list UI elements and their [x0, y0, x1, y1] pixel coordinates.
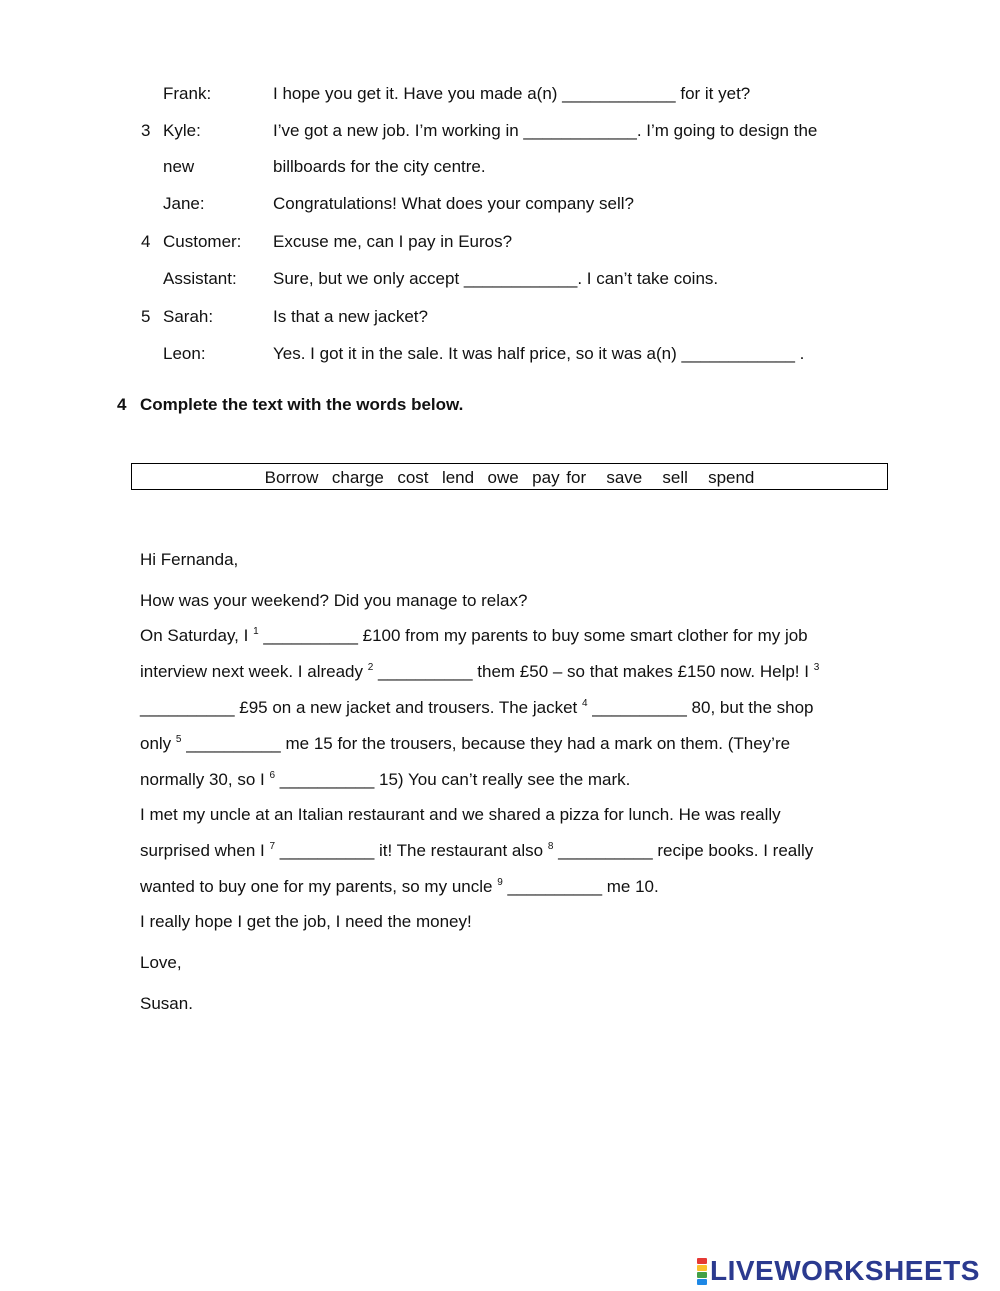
gap-number-9: 9: [497, 877, 503, 888]
letter-line: only $^5$ __________ me 15 for the trousers, because they had a mark on them. (They’re: [140, 734, 791, 753]
letter-line: interview next week. I already $^2$ __________ them £50 – so that makes £150 now. Help! I $^3$: [140, 662, 820, 681]
gap-5: __________ me 15 for the trousers, because they had a mark on them. (They’re: [181, 734, 791, 753]
speaker-continuation: new: [163, 157, 195, 176]
letter-greeting: Hi Fernanda,: [140, 550, 239, 569]
logo-blocks-icon: [697, 1258, 707, 1285]
gap-number-8: 8: [547, 841, 554, 852]
dialogue-line: Excuse me, can I pay in Euros?: [273, 232, 513, 251]
gap-number-2: 2: [367, 662, 374, 673]
gap-6: __________ 15) You can’t really see the mark.: [275, 770, 631, 789]
item-number-4: 4: [141, 232, 151, 251]
word-box: [131, 463, 888, 490]
gap-number-5: 5: [175, 734, 182, 745]
speaker-sarah: Sarah:: [163, 307, 214, 326]
gap-number-1: 1: [253, 626, 259, 637]
gap-4: __________ 80, but the shop: [587, 698, 814, 717]
letter-line: surprised when I $^7$ __________ it! The restaurant also $^8$ __________ recipe books. I really: [140, 841, 814, 860]
speaker-leon: Leon:: [163, 344, 206, 363]
letter-line: How was your weekend? Did you manage to relax?: [140, 591, 528, 610]
exercise-number: 4: [117, 395, 127, 414]
logo-text: LIVEWORKSHEETS: [710, 1255, 980, 1286]
liveworksheets-logo: [697, 1256, 980, 1286]
gap-2: __________ them £50 – so that makes £150 now. Help! I: [373, 662, 814, 681]
letter-closing: Love,: [140, 953, 182, 972]
gap-7: __________ it! The restaurant also: [275, 841, 548, 860]
dialogue-line: I’ve got a new job. I’m working in ____________. I’m going to design the: [273, 121, 818, 140]
gap-number-7: 7: [269, 841, 276, 852]
letter-line: I met my uncle at an Italian restaurant and we shared a pizza for lunch. He was really: [140, 805, 781, 824]
dialogue-line: Congratulations! What does your company sell?: [273, 194, 634, 213]
letter-line: wanted to buy one for my parents, so my uncle $^9$ __________ me 10.: [140, 877, 659, 896]
gap-number-6: 6: [269, 770, 276, 781]
item-number-3: 3: [141, 121, 151, 140]
speaker-frank: Frank:: [163, 84, 212, 103]
gap-number-3: 3: [813, 662, 820, 673]
letter-line: normally 30, so I $^6$ __________ 15) You can’t really see the mark.: [140, 770, 631, 789]
exercise-instruction: Complete the text with the words below.: [140, 395, 464, 414]
speaker-jane: Jane:: [163, 194, 205, 213]
gap-1: __________ £100 from my parents to buy some smart clother for my job: [258, 626, 808, 645]
letter-line: On Saturday, I $^1$ __________ £100 from my parents to buy some smart clother for my job: [140, 626, 808, 645]
speaker-customer: Customer:: [163, 232, 242, 251]
gap-8: __________ recipe books. I really: [553, 841, 814, 860]
gap-number-4: 4: [582, 698, 588, 709]
letter-line: I really hope I get the job, I need the money!: [140, 912, 472, 931]
letter-line: [140, 698, 814, 718]
word-box-text: Borrow charge cost lend owe pay for save sell spend: [264, 468, 755, 487]
item-number-5: 5: [141, 307, 151, 326]
speaker-assistant: Assistant:: [163, 269, 237, 288]
dialogue-line: Yes. I got it in the sale. It was half price, so it was a(n) ____________ .: [273, 344, 805, 363]
gap-3: __________ £95 on a new jacket and trousers. The jacket: [140, 698, 582, 717]
dialogue-line: billboards for the city centre.: [273, 157, 486, 176]
dialogue-line: Is that a new jacket?: [273, 307, 428, 326]
dialogue-line: I hope you get it. Have you made a(n) ____________ for it yet?: [273, 84, 751, 103]
letter-signature: Susan.: [140, 994, 193, 1013]
speaker-kyle: Kyle:: [163, 121, 201, 140]
gap-9: __________ me 10.: [502, 877, 659, 896]
dialogue-line: Sure, but we only accept ____________. I can’t take coins.: [273, 269, 719, 288]
